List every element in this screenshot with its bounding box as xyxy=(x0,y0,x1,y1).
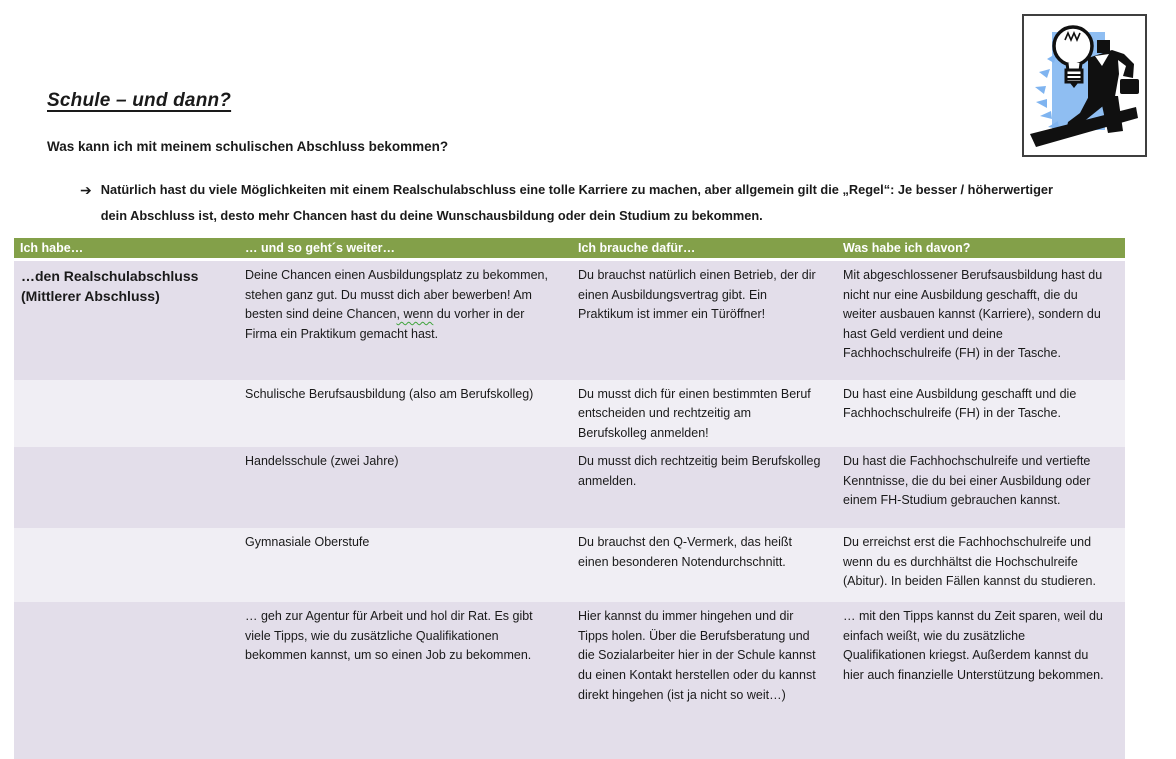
cell-next-step: Gymnasiale Oberstufe xyxy=(239,528,572,602)
businessman-lightbulb-illustration xyxy=(1022,14,1147,157)
cell-requirement: Du brauchst natürlich einen Betrieb, der dir einen Ausbildungsvertrag gibt. Ein Praktikum ist immer ein Türöffner! xyxy=(572,260,837,380)
cell-abschluss xyxy=(14,528,239,602)
briefcase-icon xyxy=(1120,79,1139,94)
intro-bullet xyxy=(80,177,1072,229)
intro-question: Was kann ich mit meinem schulischen Abschluss bekommen? xyxy=(47,139,449,154)
career-options-table xyxy=(14,238,1125,759)
cell-benefit: … mit den Tipps kannst du Zeit sparen, weil du einfach weißt, wie du zusätzliche Qualifikationen kriegst. Außerdem kannst du hier auch finanzielle Unterstützung bekommen. xyxy=(837,602,1125,759)
table-row xyxy=(14,380,1125,448)
table-row xyxy=(14,528,1125,602)
cell-requirement: Du musst dich für einen bestimmten Beruf entscheiden und rechtzeitig am Berufskolleg anmelden! xyxy=(572,380,837,448)
cell-next-step: Handelsschule (zwei Jahre) xyxy=(239,447,572,528)
table-row xyxy=(14,447,1125,528)
column-header-so-gehts-weiter: … und so geht´s weiter… xyxy=(239,238,572,260)
table-row xyxy=(14,602,1125,759)
cell-benefit: Du hast die Fachhochschulreife und vertiefte Kenntnisse, die du bei einer Ausbildung oder einem FH-Studium gebrauchen kannst. xyxy=(837,447,1125,528)
column-header-was-habe-ich-davon: Was habe ich davon? xyxy=(837,238,1125,260)
cell-abschluss xyxy=(14,380,239,448)
cell-next-step: Schulische Berufsausbildung (also am Berufskolleg) xyxy=(239,380,572,448)
cell-benefit: Du erreichst erst die Fachhochschulreife und wenn du es durchhältst die Hochschulreife (Abitur). In beiden Fällen kannst du studieren. xyxy=(837,528,1125,602)
table-row xyxy=(14,260,1125,380)
arrow-right-icon: ➔ xyxy=(80,182,92,198)
cell-next-step: … geh zur Agentur für Arbeit und hol dir Rat. Es gibt viele Tipps, wie du zusätzliche Qualifikationen bekommen kannst, um so einen Job zu bekommen. xyxy=(239,602,572,759)
cell-next-step xyxy=(239,260,572,380)
cell-requirement: Du brauchst den Q-Vermerk, das heißt einen besonderen Notendurchschnitt. xyxy=(572,528,837,602)
column-header-ich-habe: Ich habe… xyxy=(14,238,239,260)
column-header-ich-brauche-dafuer: Ich brauche dafür… xyxy=(572,238,837,260)
cell-text: du vorher in der Firma ein Praktikum gemacht hast. xyxy=(245,307,525,341)
cell-abschluss xyxy=(14,602,239,759)
page-title: Schule – und dann? xyxy=(47,90,232,111)
cell-requirement: Du musst dich rechtzeitig beim Berufskolleg anmelden. xyxy=(572,447,837,528)
businessman-lightbulb-clipart xyxy=(1022,14,1147,157)
intro-bullet-text: Natürlich hast du viele Möglichkeiten mit einem Realschulabschluss eine tolle Karriere zu machen, aber allgemein gilt die „Regel“: Je besser / höherwertiger dein Abschluss ist, desto mehr Chancen hast du deine Wunschausbildung oder dein Studium zu bekommen. xyxy=(100,182,1053,223)
cell-text: Deine Chancen einen Ausbildungsplatz zu bekommen, stehen ganz gut. Du musst dich aber bewerben! Am besten sind deine Chancen xyxy=(245,268,548,322)
head-icon xyxy=(1097,40,1110,53)
grammar-squiggle-text: , wenn xyxy=(396,307,434,322)
cell-benefit: Mit abgeschlossener Berufsausbildung hast du nicht nur eine Ausbildung geschafft, die du weiter ausbauen kannst (Karriere), sondern du hast Geld verdient und deine Fachhochschulreife (FH) in der Tasche. xyxy=(837,260,1125,380)
table-header-row xyxy=(14,238,1125,260)
cell-benefit: Du hast eine Ausbildung geschafft und die Fachhochschulreife (FH) in der Tasche. xyxy=(837,380,1125,448)
cell-abschluss: …den Realschulabschluss (Mittlerer Abschluss) xyxy=(14,260,239,380)
cell-requirement: Hier kannst du immer hingehen und dir Tipps holen. Über die Berufsberatung und die Sozialarbeiter hier in der Schule kannst du einen Kontakt herstellen oder du kannst direkt hingehen (ist ja nicht so weit…) xyxy=(572,602,837,759)
cell-abschluss xyxy=(14,447,239,528)
